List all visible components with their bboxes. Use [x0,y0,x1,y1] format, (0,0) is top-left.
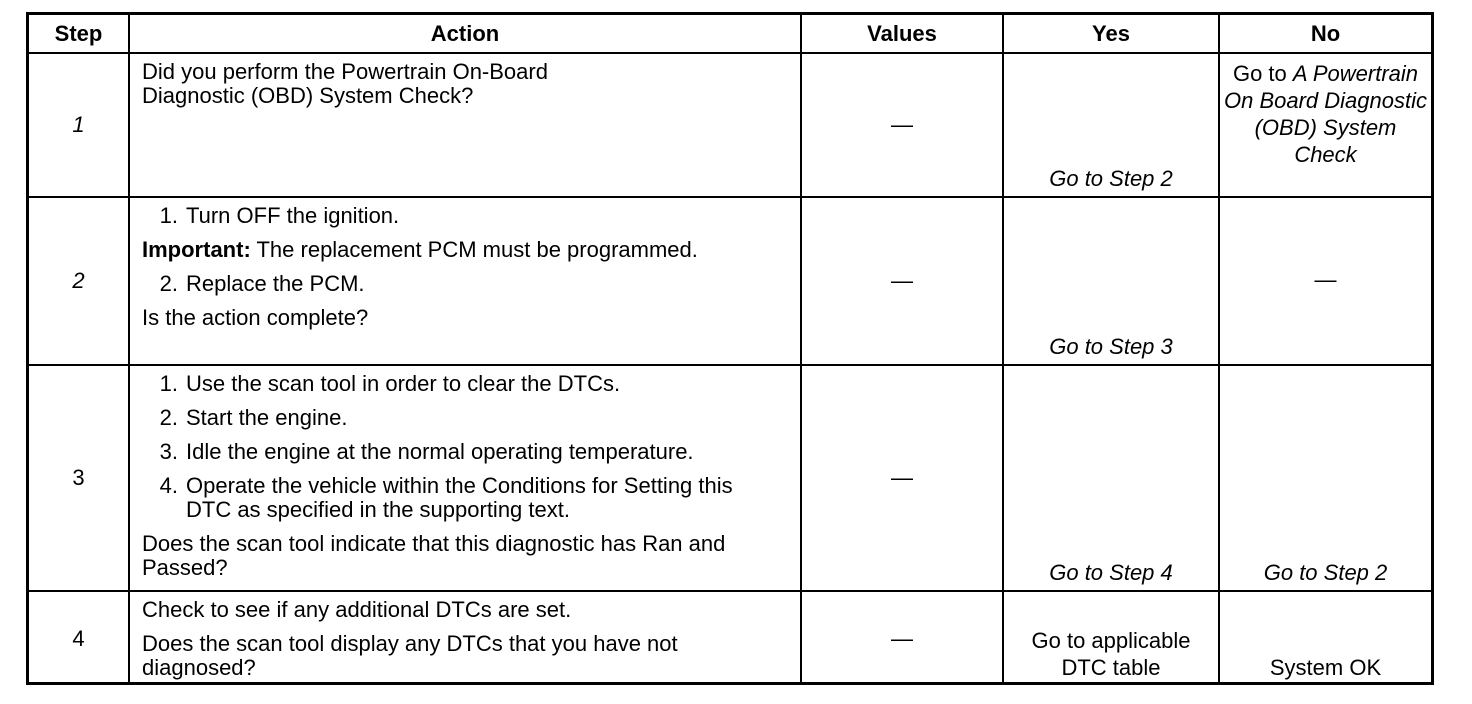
yes-link-dtc-table[interactable] [1003,591,1219,685]
no-link-obd-check[interactable]: A Powertrain On Board Diagnostic (OBD) System Check [1224,61,1427,167]
list-item [150,272,790,296]
list-number: 2. [159,271,178,296]
no-link-step-2[interactable]: Go to Step 2 [1219,365,1431,591]
header-no: No [1219,15,1431,53]
values-dash: — [891,625,913,651]
values-cell [801,591,1003,685]
values-dash: — [891,112,913,137]
action-line: Check to see if any additional DTCs are set. [142,597,572,622]
list-item [150,204,790,228]
action-question: Does the scan tool display any DTCs that you have not diagnosed? [142,631,678,680]
header-row [29,15,1431,53]
values-cell [801,197,1003,365]
yes-link-text: Go to applicable DTC table [1031,628,1191,680]
table-row [29,365,1431,591]
list-text: Turn OFF the ignition. [186,203,400,228]
no-dash: — [1219,197,1431,365]
values-cell [801,365,1003,591]
step-number: 4 [29,591,129,685]
list-text: Use the scan tool in order to clear the DTCs. [186,371,621,396]
action-cell [129,591,801,685]
action-question: Does the scan tool indicate that this diagnostic has Ran and Passed? [142,531,726,580]
table-row [29,591,1431,685]
diagnostic-table-frame [26,12,1434,685]
values-dash: — [891,268,913,293]
action-cell [129,197,801,365]
table-row [29,53,1431,197]
yes-link-step-2[interactable]: Go to Step 2 [1003,53,1219,197]
action-question: Is the action complete? [142,305,369,330]
list-text: Idle the engine at the normal operating temperature. [186,439,694,464]
yes-link-step-4[interactable]: Go to Step 4 [1003,365,1219,591]
list-number: 4. [159,473,178,498]
list-item [150,474,790,522]
action-cell [129,365,801,591]
header-action: Action [129,15,801,53]
diagnostic-table [29,15,1431,685]
action-cell [129,53,801,197]
list-number: 1. [159,371,178,396]
values-cell [801,53,1003,197]
list-item [150,440,790,464]
no-cell[interactable] [1219,53,1431,197]
no-prefix: Go to [1232,61,1293,86]
list-number: 2. [159,405,178,430]
step-number: 1 [29,53,129,197]
values-dash: — [891,465,913,490]
step-number: 3 [29,365,129,591]
header-values: Values [801,15,1003,53]
important-text: The replacement PCM must be programmed. [250,237,698,262]
list-text: Replace the PCM. [186,271,365,296]
important-label: Important: [142,237,251,262]
important-note [142,238,790,262]
yes-link-step-3[interactable]: Go to Step 3 [1003,197,1219,365]
list-text: Start the engine. [186,405,348,430]
header-yes: Yes [1003,15,1219,53]
step-number: 2 [29,197,129,365]
list-text: Operate the vehicle within the Conditions for Setting this DTC as specified in the supporting text. [186,473,733,522]
list-number: 3. [159,439,178,464]
list-number: 1. [159,203,178,228]
no-system-ok: System OK [1219,591,1431,685]
list-item [150,406,790,430]
action-question: Did you perform the Powertrain On-Board Diagnostic (OBD) System Check? [142,59,548,108]
table-row [29,197,1431,365]
list-item [150,372,790,396]
header-step: Step [29,15,129,53]
